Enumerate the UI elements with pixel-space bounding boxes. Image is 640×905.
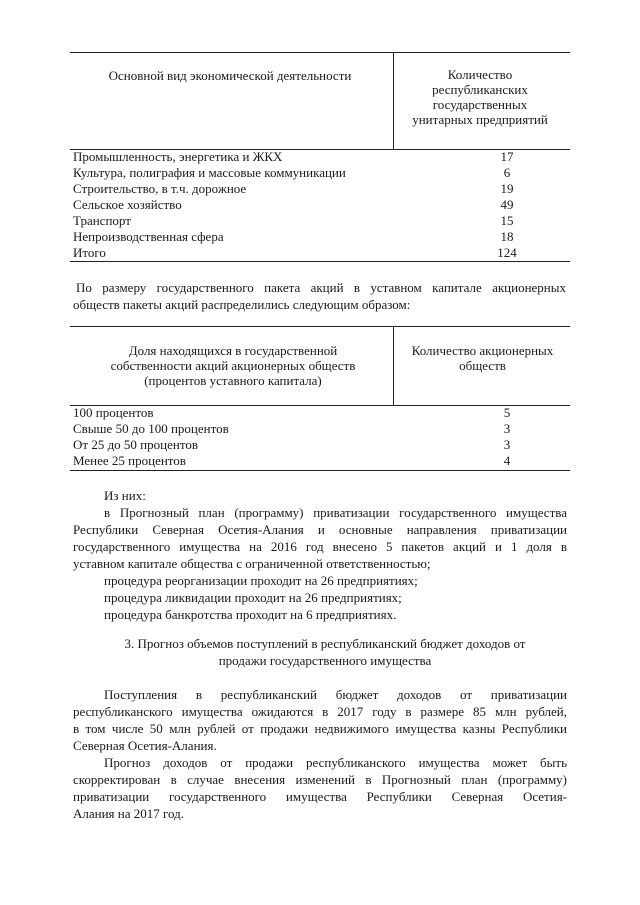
table-bottom-rule bbox=[70, 261, 570, 262]
table-top-rule bbox=[70, 326, 570, 327]
row-count: 124 bbox=[497, 245, 517, 260]
table-row bbox=[73, 437, 568, 453]
table-row bbox=[73, 197, 568, 213]
row-share: Менее 25 процентов bbox=[73, 453, 186, 468]
row-activity: Культура, полиграфия и массовые коммуникации bbox=[73, 165, 346, 180]
row-count: 4 bbox=[503, 453, 511, 468]
row-count: 3 bbox=[503, 421, 511, 436]
table-row bbox=[73, 229, 568, 245]
paragraph-line: Республики Северная Осетия-Алания и основные направления приватизации bbox=[73, 522, 567, 537]
paragraph-line: Поступления в республиканский бюджет доходов от приватизации bbox=[104, 687, 567, 702]
row-count: 19 bbox=[500, 181, 514, 196]
row-share: Свыше 50 до 100 процентов bbox=[73, 421, 229, 436]
row-count: 17 bbox=[500, 149, 514, 164]
table-row bbox=[73, 213, 568, 229]
table-row bbox=[73, 405, 568, 421]
table-row bbox=[73, 149, 568, 165]
row-activity: Итого bbox=[73, 245, 106, 260]
paragraph-line: скорректирован в случае внесения изменений в Прогнозный план (программу) bbox=[73, 772, 567, 787]
row-count: 15 bbox=[500, 213, 514, 228]
paragraph-line: Алания на 2017 год. bbox=[73, 806, 185, 821]
intro-line: По размеру государственного пакета акций в уставном капитале акционерных bbox=[76, 280, 566, 295]
row-activity: Транспорт bbox=[73, 213, 131, 228]
paragraph-line: в Прогнозный план (программу) приватизации государственного имущества bbox=[104, 505, 567, 520]
heading-line: продажи государственного имущества bbox=[218, 653, 432, 668]
of-them-label: Из них: bbox=[104, 488, 146, 503]
row-count: 5 bbox=[503, 405, 511, 420]
row-activity: Строительство, в т.ч. дорожное bbox=[73, 181, 247, 196]
row-share: 100 процентов bbox=[73, 405, 154, 420]
forecast-paragraph bbox=[73, 754, 567, 822]
table-top-rule bbox=[70, 52, 570, 53]
section-heading bbox=[90, 635, 560, 669]
row-count: 6 bbox=[503, 165, 511, 180]
row-share: От 25 до 50 процентов bbox=[73, 437, 198, 452]
row-count: 18 bbox=[500, 229, 514, 244]
paragraph-line: республиканского имущества ожидаются в 2017 году в размере 85 млн рублей, bbox=[73, 704, 567, 719]
paragraph-line: Северная Осетия-Алания. bbox=[73, 738, 217, 753]
row-count: 3 bbox=[503, 437, 511, 452]
privatization-plan-paragraph bbox=[73, 504, 567, 572]
paragraph-line: Прогноз доходов от продажи республиканского имущества может быть bbox=[104, 755, 567, 770]
table-header-count: Количество республиканских государственных унитарных предприятий bbox=[412, 67, 548, 127]
row-activity: Сельское хозяйство bbox=[73, 197, 182, 212]
reorganization-line: процедура реорганизации проходит на 26 предприятиях; bbox=[104, 573, 418, 588]
table-row bbox=[73, 181, 568, 197]
table-row-total bbox=[73, 245, 568, 261]
revenue-paragraph bbox=[73, 686, 567, 754]
row-activity: Непроизводственная сфера bbox=[73, 229, 224, 244]
table-column-divider bbox=[393, 326, 394, 406]
row-activity: Промышленность, энергетика и ЖКХ bbox=[73, 149, 283, 164]
table-header-companies: Количество акционерных обществ bbox=[411, 343, 554, 373]
table-row bbox=[73, 453, 568, 469]
paragraph-line: уставном капитале общества с ограниченной ответственностью; bbox=[73, 556, 431, 571]
paragraph-line: в том числе 50 млн рублей от продажи недвижимого имущества казны Республики bbox=[73, 721, 567, 736]
table-row bbox=[73, 165, 568, 181]
bankruptcy-line: процедура банкротства проходит на 6 предприятиях. bbox=[104, 607, 397, 622]
heading-line: 3. Прогноз объемов поступлений в республиканский бюджет доходов от bbox=[124, 636, 526, 651]
table-header-share: Доля находящихся в государственной собственности акций акционерных обществ (процентов уставного капитала) bbox=[110, 343, 356, 388]
intro-paragraph bbox=[73, 279, 566, 313]
paragraph-line: приватизации государственного имущества Республики Северная Осетия- bbox=[73, 789, 567, 804]
intro-line: обществ пакеты акций распределились следующим образом: bbox=[73, 297, 411, 312]
liquidation-line: процедура ликвидации проходит на 26 предприятиях; bbox=[104, 590, 402, 605]
table-row bbox=[73, 421, 568, 437]
paragraph-line: государственного имущества на 2016 год внесено 5 пакетов акций и 1 доля в bbox=[73, 539, 567, 554]
table-bottom-rule bbox=[70, 470, 570, 471]
table-header-activity: Основной вид экономической деятельности bbox=[108, 68, 352, 83]
table-column-divider bbox=[393, 52, 394, 150]
row-count: 49 bbox=[500, 197, 514, 212]
